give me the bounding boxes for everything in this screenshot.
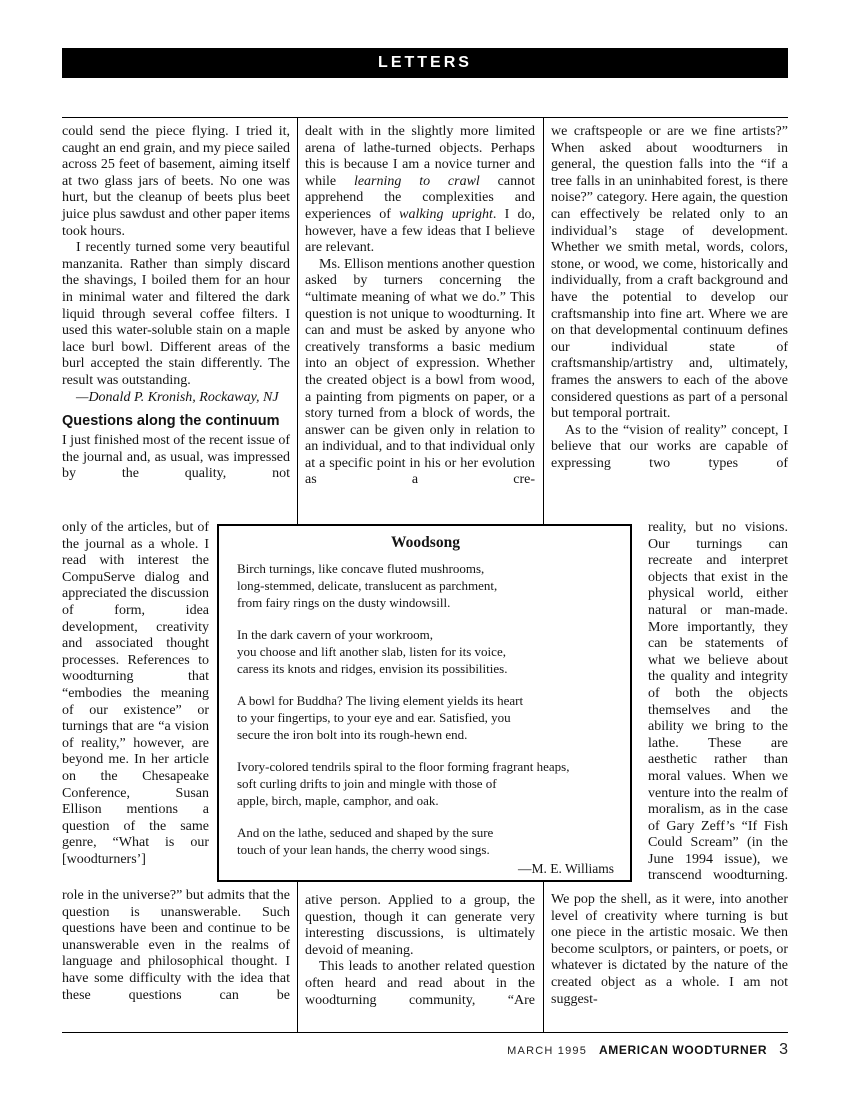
poem-line: from fairy rings on the dusty windowsill. bbox=[237, 595, 451, 610]
text-run: . I do, however, have a few ideas that I believe are relevant. bbox=[305, 206, 535, 256]
magazine-title: AMERICAN WOODTURNER bbox=[599, 1043, 768, 1057]
letter-paragraph: I just finished most of the recent issue of the journal and, as usual, was impressed by the quality, not bbox=[62, 433, 290, 482]
column3-narrow-segment bbox=[648, 520, 788, 885]
letter-paragraph bbox=[305, 124, 535, 257]
poem-stanza bbox=[237, 758, 614, 809]
issue-date: MARCH 1995 bbox=[507, 1045, 588, 1057]
letter-paragraph: we craftspeople or are we fine artists?” When asked about woodturners in general, the question falls into the “if a tree falls in an uninhabited forest, is there noise?” category. Here again, the question can effectively be related only to an individual’s stage of development. Whether we smith metal, words, colors, stone, or wood, we come, historically and individually, from a craft background and have the potential to develop our craftsmanship into fine art. Where we are on that developmental continuum defines our individual state of craftsmanship/artistry and, ultimately, frames the answers to each of the above considered questions as part of a personal but temporal portrait. bbox=[551, 124, 788, 422]
italic-phrase: learning to crawl bbox=[353, 173, 480, 189]
top-rule bbox=[62, 117, 788, 118]
section-title: LETTERS bbox=[378, 54, 472, 71]
poem-line: caress its knots and ridges, envision its possibilities. bbox=[237, 661, 508, 676]
poem-line: And on the lathe, seduced and shaped by the sure bbox=[237, 825, 494, 840]
letter-paragraph: This leads to another related question often heard and read about in the woodturning community, “Are bbox=[305, 959, 535, 1008]
poem-line: to your fingertips, to your eye and ear. Satisfied, you bbox=[237, 710, 511, 725]
poem-box bbox=[217, 524, 632, 882]
letter-paragraph: We pop the shell, as it were, into another level of creativity where turning is but one piece in the artistic mosaic. We then become sculptors, or painters, or poets, or whatever is dictated by the nature of the created object as a whole. I am not suggest- bbox=[551, 892, 788, 1007]
letter-heading: Questions along the continuum bbox=[62, 413, 280, 430]
poem-line: you choose and lift another slab, listen for its voice, bbox=[237, 644, 506, 659]
italic-phrase: walking upright bbox=[399, 206, 493, 222]
column3-top-segment bbox=[551, 124, 788, 472]
letter-paragraph: Ms. Ellison mentions another question asked by turners concerning the “ultimate meaning of what we do.” This question is not unique to woodturning. It can and must be asked by anyone who creatively transforms a basic medium into an object of expression. Whether the created object is a bowl from wood, a painting from pigments on paper, or a story turned from a block of words, the answer can be given only in relation to an individual, and to that individual only at a specific point in his or her evolution as a cre- bbox=[305, 256, 535, 488]
poem-stanza bbox=[237, 626, 614, 677]
page-footer bbox=[507, 1041, 788, 1059]
column2-bottom-segment bbox=[305, 893, 535, 1009]
letter-paragraph: As to the “vision of reality” concept, I believe that our works are capable of expressing two types of bbox=[551, 422, 788, 471]
letter-paragraph: role in the universe?” but admits that the question is unanswerable. Such questions have been and continue to be unanswerable even in the realms of language and philosophical thought. I have some difficulty with the idea that these questions can be bbox=[62, 888, 290, 1003]
letter-paragraph: ative person. Applied to a group, the question, though it can generate very interesting discussions, is ultimately devoid of meaning. bbox=[305, 893, 535, 958]
page-number: 3 bbox=[779, 1041, 788, 1058]
column2-top-segment bbox=[305, 124, 535, 489]
poem-line: Ivory-colored tendrils spiral to the floor forming fragrant heaps, bbox=[237, 759, 570, 774]
poem-line: In the dark cavern of your workroom, bbox=[237, 627, 434, 642]
letter-paragraph: only of the articles, but of the journal as a whole. I read with interest the CompuServe dialog and appreciated the discussion of form, idea development, creativity and associated thought processes. References to woodturning that “embodies the meaning of our existence” or turnings that are “a vision of reality,” however, are beyond me. In her article on the Chesapeake Conference, Susan Ellison mentions a question of the same genre, “What is our [woodturners’] bbox=[62, 520, 209, 867]
text-run: cannot apprehend the complexities and experiences of bbox=[305, 173, 535, 222]
column1-top-segment bbox=[62, 124, 290, 483]
poem-line: soft curling drifts to join and mingle with those of bbox=[237, 776, 497, 791]
poem-title: Woodsong bbox=[391, 534, 460, 551]
letter-paragraph: I recently turned some very beautiful manzanita. Rather than simply discard the shavings, I boiled them for an hour in minimal water and filtered the dark liquid through several coffee filters. I used this water-soluble stain on a maple lace burl bowl. Different areas of the burl accepted the stain differently. The result was outstanding. bbox=[62, 240, 290, 388]
letter-paragraph: reality, but no visions. Our turnings can recreate and interpret objects that exist in the physical world, either natural or man-made. More importantly, they can be statements of what we believe about the quality and integrity of both the objects themselves and the ability we bring to the lathe. These are aesthetic rather than moral values. When we venture into the realm of moralism, as in the case of Gary Zeff’s “If Fish Could Scream” (in the June 1994 issue), we transcend woodturning. bbox=[648, 520, 788, 884]
poem-stanza bbox=[237, 824, 614, 858]
section-header-bar bbox=[62, 48, 788, 78]
poem-stanza bbox=[237, 692, 614, 743]
poem-line: touch of your lean hands, the cherry wood sings. bbox=[237, 842, 490, 857]
letter-signature: —Donald P. Kronish, Rockaway, NJ bbox=[76, 389, 279, 405]
poem-line: apple, birch, maple, camphor, and oak. bbox=[237, 793, 439, 808]
poem-stanza bbox=[237, 560, 614, 611]
footer-rule bbox=[62, 1032, 788, 1033]
column1-narrow-segment bbox=[62, 520, 209, 868]
column3-bottom-segment bbox=[551, 892, 788, 1008]
poem-line: A bowl for Buddha? The living element yields its heart bbox=[237, 693, 524, 708]
poem-line: Birch turnings, like concave fluted mushrooms, bbox=[237, 561, 485, 576]
poem-line: secure the iron bolt into its rough-hewn end. bbox=[237, 727, 468, 742]
poem-attribution: —M. E. Williams bbox=[518, 861, 614, 876]
letter-paragraph: could send the piece flying. I tried it, caught an end grain, and my piece sailed across 25 feet of basement, aiming itself at two glass jars of beets. No one was hurt, but the cleanup of beets plus beet juice plus sawdust and other paper items took hours. bbox=[62, 124, 290, 239]
poem-line: long-stemmed, delicate, translucent as parchment, bbox=[237, 578, 498, 593]
text-run: dealt with in the slightly more limited arena of lathe-turned objects. Perhaps this is because I am a novice turner and while bbox=[305, 124, 535, 189]
column1-bottom-segment bbox=[62, 888, 290, 1004]
